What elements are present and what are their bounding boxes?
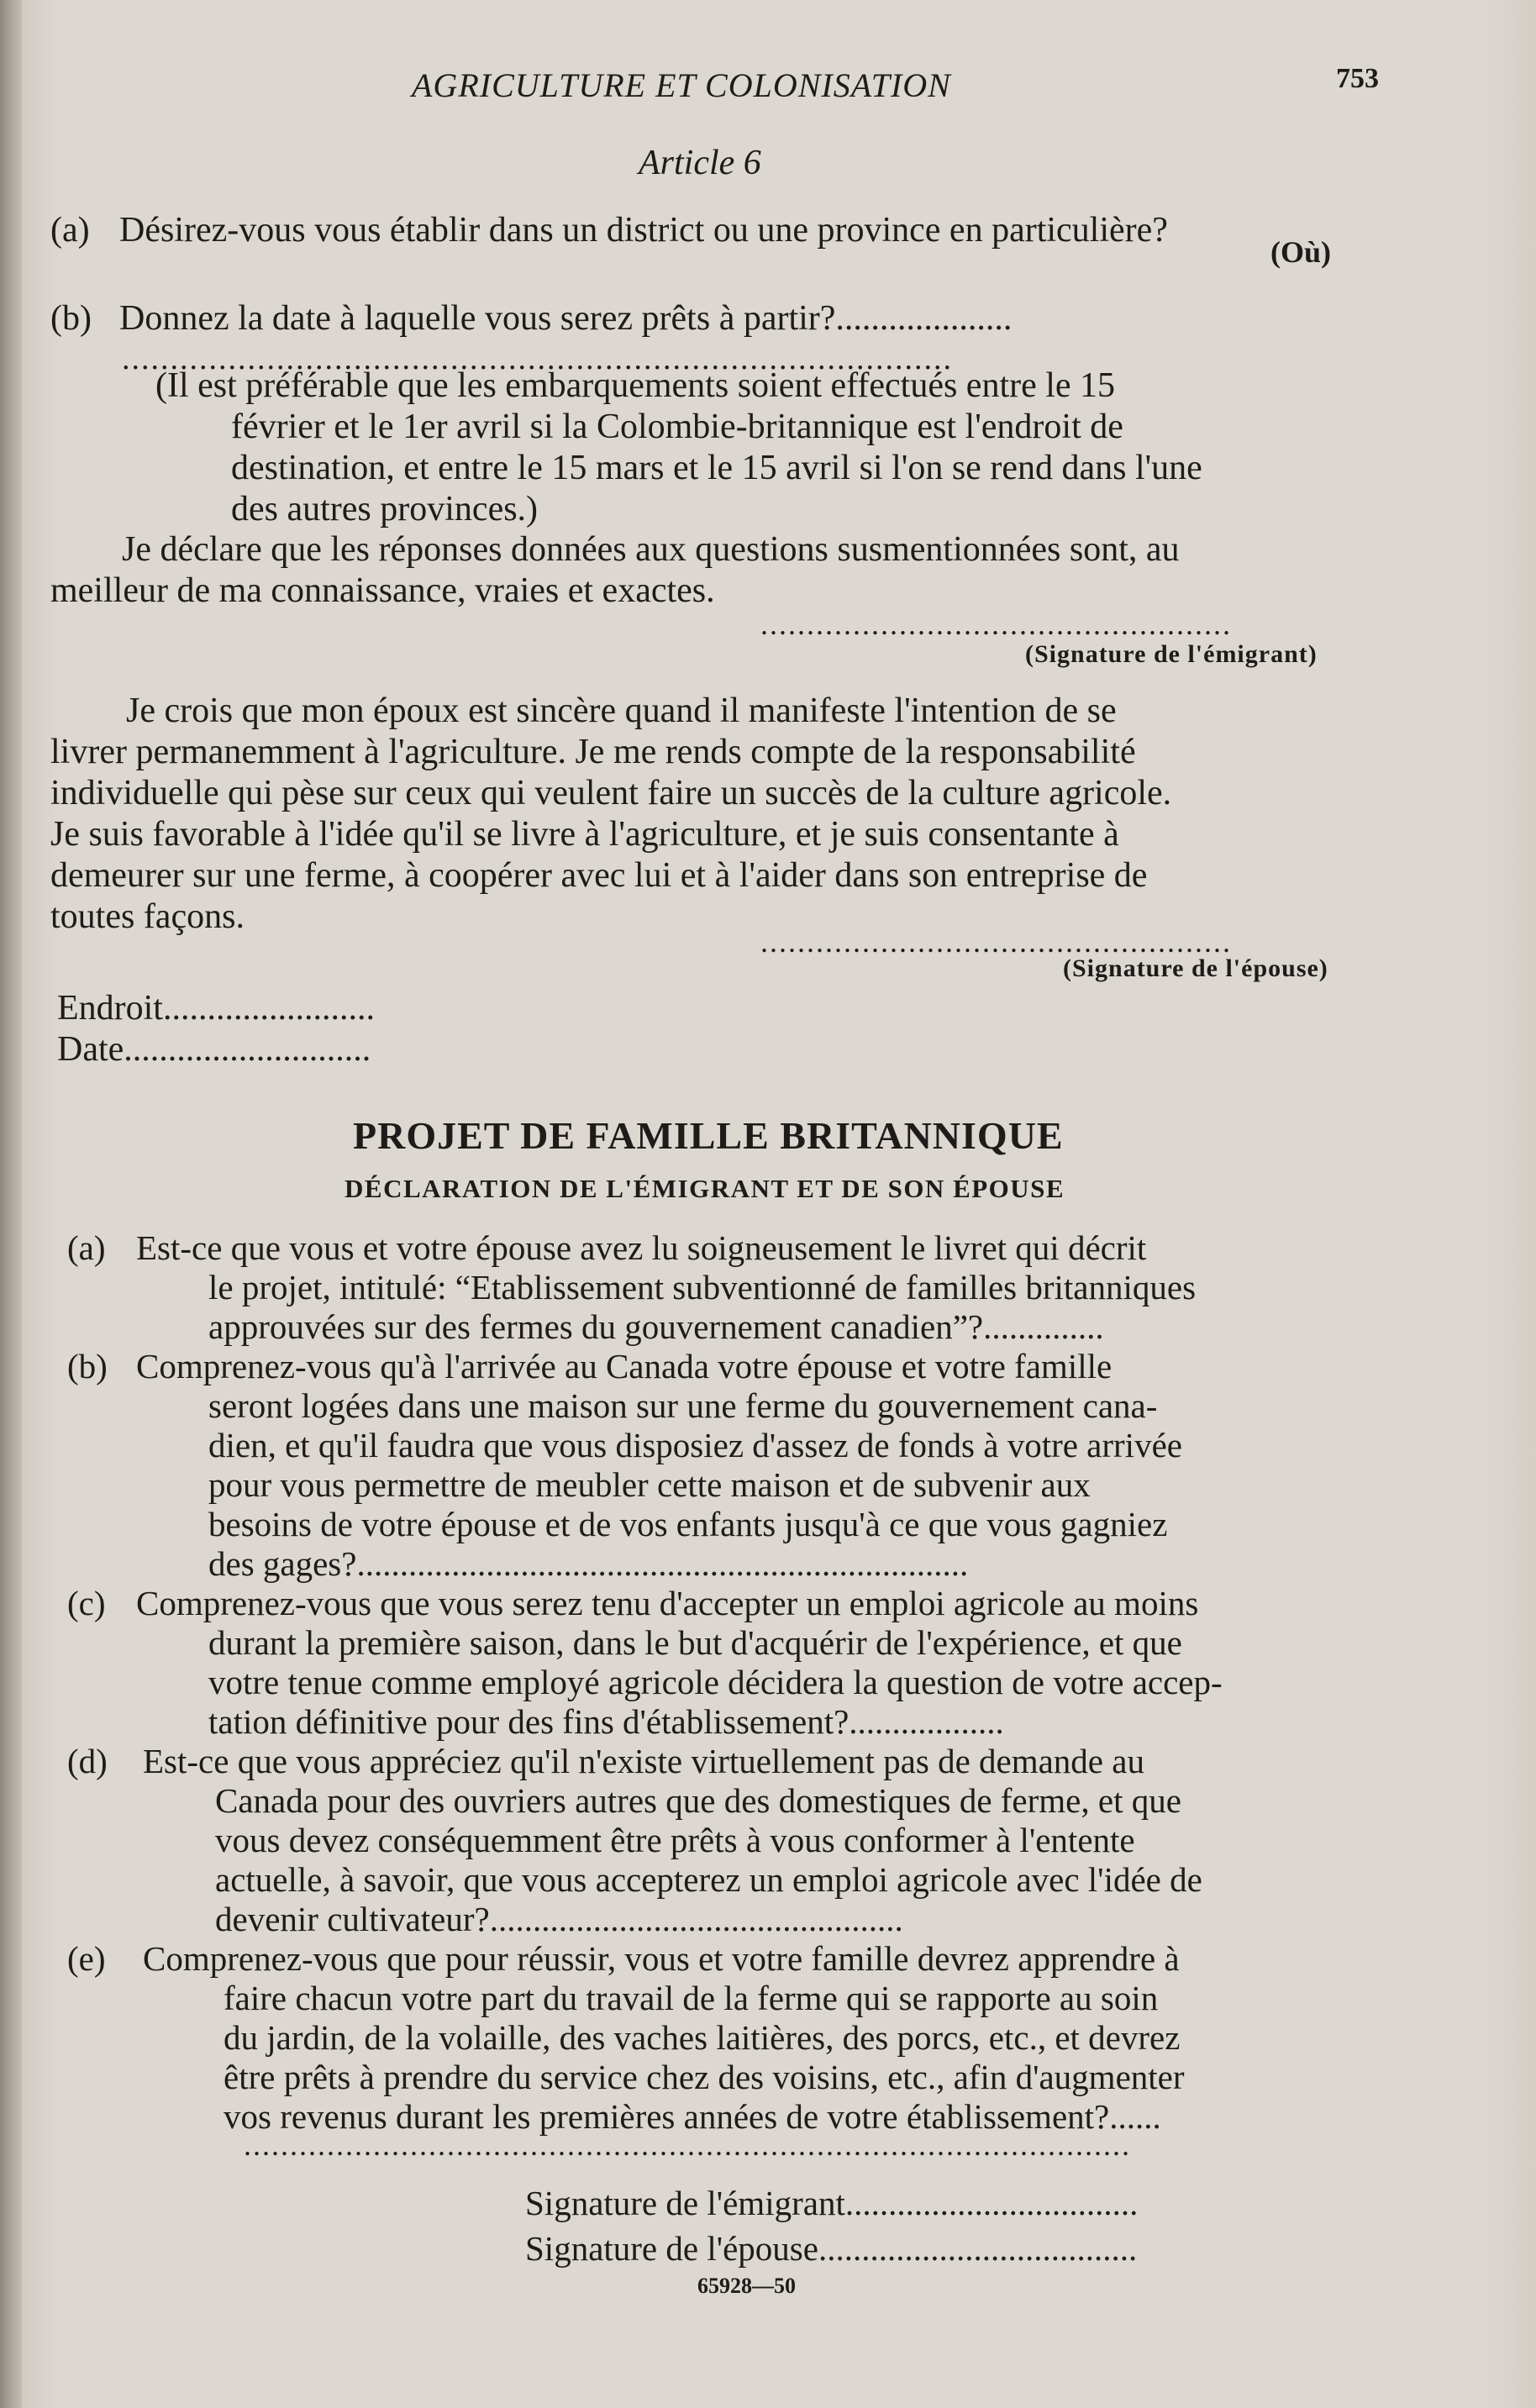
article-question-b bbox=[50, 298, 1395, 339]
question-label: (a) bbox=[67, 1228, 106, 1267]
running-head: AGRICULTURE ET COLONISATION bbox=[412, 66, 951, 104]
place-field: Endroit........................ bbox=[57, 989, 375, 1028]
question-line: votre tenue comme employé agricole décidera la question de votre accep- bbox=[208, 1663, 1223, 1701]
question-line: vous devez conséquemment être prêts à vous conformer à l'entente bbox=[215, 1821, 1135, 1859]
project-question-b bbox=[67, 1347, 1403, 1584]
project-question-e bbox=[67, 1939, 1403, 2137]
question-line: actuelle, à savoir, que vous accepterez un emploi agricole avec l'idée de bbox=[215, 1860, 1202, 1899]
question-line: devenir cultivateur?................................................ bbox=[215, 1900, 903, 1938]
wife-signature-caption: (Signature de l'épouse) bbox=[1063, 954, 1328, 982]
project-title: PROJET DE FAMILLE BRITANNIQUE bbox=[353, 1114, 1064, 1157]
note-line: février et le 1er avril si la Colombie-britannique est l'endroit de bbox=[231, 407, 1123, 446]
note-line: des autres provinces.) bbox=[231, 490, 539, 528]
question-line: approuvées sur des fermes du gouvernement canadien”?.............. bbox=[208, 1307, 1104, 1346]
question-label: (d) bbox=[67, 1742, 108, 1780]
project-subtitle: DÉCLARATION DE L'ÉMIGRANT ET DE SON ÉPOUSE bbox=[345, 1174, 1065, 1203]
wife-signature-field: Signature de l'épouse..................................... bbox=[525, 2229, 1138, 2268]
project-question-c bbox=[67, 1584, 1403, 1742]
question-text: Donnez la date à laquelle vous serez prêts à partir?.................... bbox=[119, 299, 1013, 338]
question-line: besoins de votre épouse et de vos enfants jusqu'à ce que vous gagniez bbox=[208, 1505, 1168, 1543]
question-line: Comprenez-vous qu'à l'arrivée au Canada votre épouse et votre famille bbox=[136, 1347, 1113, 1385]
question-line: le projet, intitulé: “Etablissement subventionné de familles britanniques bbox=[208, 1268, 1197, 1307]
wife-statement-line: Je suis favorable à l'idée qu'il se livre à l'agriculture, et je suis consentante à bbox=[50, 815, 1119, 854]
question-line: Comprenez-vous que vous serez tenu d'accepter un emploi agricole au moins bbox=[136, 1584, 1199, 1622]
question-line: du jardin, de la volaille, des vaches laitières, des porcs, etc., et devrez bbox=[224, 2018, 1181, 2057]
question-line: Est-ce que vous et votre épouse avez lu soigneusement le livret qui décrit bbox=[136, 1228, 1147, 1267]
emigrant-declaration bbox=[50, 529, 1395, 612]
note-line: destination, et entre le 15 mars et le 15 avril si l'on se rend dans l'une bbox=[231, 449, 1202, 487]
question-line: tation définitive pour des fins d'établissement?.................. bbox=[208, 1702, 1004, 1741]
question-label: (b) bbox=[67, 1347, 108, 1385]
declaration-line: Je déclare que les réponses données aux questions susmentionnées sont, au bbox=[122, 530, 1180, 569]
shipping-note bbox=[155, 365, 1399, 530]
wife-statement-line: toutes façons. bbox=[50, 897, 245, 936]
emigrant-signature-line: ................................................... bbox=[760, 607, 1232, 641]
declaration-line: meilleur de ma connaissance, vraies et exactes. bbox=[50, 571, 715, 610]
project-questions bbox=[67, 1228, 1403, 2137]
wife-signature-line: ................................................... bbox=[760, 925, 1232, 959]
question-line: Canada pour des ouvriers autres que des domestiques de ferme, et que bbox=[215, 1781, 1181, 1820]
question-line: être prêts à prendre du service chez des voisins, etc., afin d'augmenter bbox=[224, 2058, 1185, 2096]
project-question-d bbox=[67, 1742, 1403, 1939]
question-line: Est-ce que vous appréciez qu'il n'existe virtuellement pas de demande au bbox=[143, 1742, 1144, 1780]
where-hint: (Où) bbox=[1270, 235, 1331, 269]
question-text: Désirez-vous vous établir dans un district ou une province en particulière? bbox=[119, 211, 1168, 250]
article-question-a bbox=[50, 210, 1395, 250]
emigrant-signature-field: Signature de l'émigrant.................................. bbox=[525, 2184, 1139, 2222]
wife-statement-line: livrer permanemment à l'agriculture. Je me rends compte de la responsabilité bbox=[50, 733, 1136, 771]
date-field: Date............................ bbox=[57, 1030, 371, 1069]
question-line: vos revenus durant les premières années de votre établissement?...... bbox=[224, 2097, 1161, 2136]
question-line: seront logées dans une maison sur une ferme du gouvernement cana- bbox=[208, 1386, 1158, 1425]
question-label: (e) bbox=[67, 1939, 106, 1978]
project-question-a bbox=[67, 1228, 1403, 1347]
question-line: durant la première saison, dans le but d'acquérir de l'expérience, et que bbox=[208, 1623, 1182, 1662]
answer-dots: ...................................................................................... bbox=[122, 341, 953, 376]
wife-statement-line: Je crois que mon époux est sincère quand il manifeste l'intention de se bbox=[126, 691, 1117, 730]
question-label: (a) bbox=[50, 211, 90, 250]
question-label: (b) bbox=[50, 299, 92, 338]
question-line: des gages?....................................................................... bbox=[208, 1544, 969, 1583]
wife-statement-line: individuelle qui pèse sur ceux qui veulent faire un succès de la culture agricole. bbox=[50, 774, 1172, 812]
print-code: 65928—50 bbox=[697, 2274, 796, 2298]
emigrant-signature-caption: (Signature de l'émigrant) bbox=[1025, 640, 1318, 668]
question-line: dien, et qu'il faudra que vous disposiez d'assez de fonds à votre arrivée bbox=[208, 1426, 1182, 1464]
article-title: Article 6 bbox=[639, 144, 761, 182]
page-binding-edge bbox=[0, 0, 22, 2408]
question-line: pour vous permettre de meubler cette maison et de subvenir aux bbox=[208, 1465, 1091, 1504]
question-label: (c) bbox=[67, 1584, 106, 1622]
note-line: (Il est préférable que les embarquements soient effectués entre le 15 bbox=[155, 366, 1116, 405]
answer-dots: ................................................................................................ bbox=[244, 2128, 1131, 2162]
wife-statement bbox=[50, 691, 1395, 938]
wife-statement-line: demeurer sur une ferme, à coopérer avec lui et à l'aider dans son entreprise de bbox=[50, 856, 1148, 895]
question-line: Comprenez-vous que pour réussir, vous et votre famille devrez apprendre à bbox=[143, 1939, 1180, 1978]
question-line: faire chacun votre part du travail de la ferme qui se rapporte au soin bbox=[224, 1979, 1159, 2017]
page-number: 753 bbox=[1336, 63, 1379, 94]
